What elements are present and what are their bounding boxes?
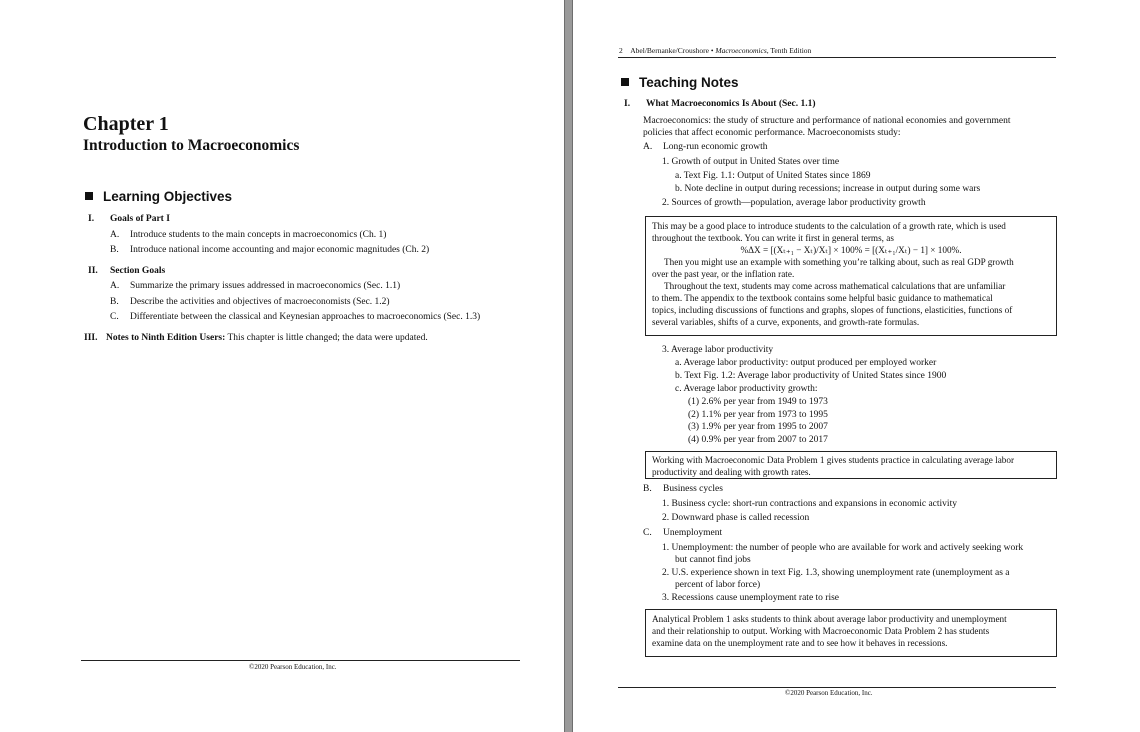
list-item: 3. Average labor productivity bbox=[662, 345, 774, 355]
footer-copyright: ©2020 Pearson Education, Inc. bbox=[785, 689, 873, 697]
box-text: Then you might use an example with something you’re talking about, such as real GDP growth bbox=[664, 257, 1014, 267]
list-item: 2. Downward phase is called recession bbox=[662, 513, 810, 523]
box-text: productivity and dealing with growth rates. bbox=[652, 467, 811, 477]
running-header: 2 Abel/Bernanke/Croushore • Macroeconomics, Tenth Edition bbox=[619, 46, 812, 55]
bullet-square-icon bbox=[85, 192, 93, 200]
list-item: 1. Growth of output in United States over time bbox=[662, 157, 840, 167]
page-right bbox=[573, 0, 1140, 732]
box-text: several variables, shifts of a curve, exponents, and growth-rate formulas. bbox=[652, 317, 920, 327]
page-left bbox=[0, 0, 564, 732]
list-item: a. Average labor productivity: output produced per employed worker bbox=[675, 358, 937, 368]
objective-item: B. Describe the activities and objectives of macroeconomists (Sec. 1.2) bbox=[110, 297, 390, 307]
learning-objectives-heading: Learning Objectives bbox=[85, 189, 232, 204]
list-item: (3) 1.9% per year from 1995 to 2007 bbox=[688, 422, 828, 432]
box-text: Analytical Problem 1 asks students to think about average labor productivity and unemployment bbox=[652, 614, 1007, 624]
box-text: This may be a good place to introduce students to the calculation of a growth rate, which is used bbox=[652, 221, 1006, 231]
list-item: (4) 0.9% per year from 2007 to 2017 bbox=[688, 435, 828, 445]
list-item: 1. Unemployment: the number of people who are available for work and actively seeking work bbox=[662, 543, 1024, 553]
teaching-notes-heading: Teaching Notes bbox=[621, 75, 739, 90]
growth-rate-formula: %ΔX = [(Xₜ₊₁ − Xₜ)/Xₜ] × 100% = [(Xₜ₊₁/Xₜ) − 1] × 100%. bbox=[740, 245, 962, 255]
box-text: throughout the textbook. You can write it first in general terms, as bbox=[652, 233, 894, 243]
list-item: b. Text Fig. 1.2: Average labor productivity of United States since 1900 bbox=[675, 371, 947, 381]
list-item: c. Average labor productivity growth: bbox=[675, 384, 818, 394]
footer-copyright: ©2020 Pearson Education, Inc. bbox=[249, 663, 337, 671]
subsection-c: C. Unemployment bbox=[643, 528, 723, 538]
list-item: percent of labor force) bbox=[675, 580, 761, 590]
subsection-a: A. Long-run economic growth bbox=[643, 142, 768, 152]
list-item: (2) 1.1% per year from 1973 to 1995 bbox=[688, 410, 828, 420]
list-item: 2. U.S. experience shown in text Fig. 1.3, showing unemployment rate (unemployment as a bbox=[662, 568, 1010, 578]
box-text: over the past year, or the inflation rate. bbox=[652, 269, 795, 279]
list-item: b. Note decline in output during recessions; increase in output during some wars bbox=[675, 184, 981, 194]
box-text: and their relationship to output. Working with Macroeconomic Data Problem 2 has students bbox=[652, 626, 990, 636]
objective-iii: III. Notes to Ninth Edition Users: This chapter is little changed; the data were updated. bbox=[84, 333, 428, 343]
box-text: topics, including discussions of functions and graphs, slopes of functions, elasticities, functions of bbox=[652, 305, 1013, 315]
header-rule bbox=[618, 57, 1056, 58]
chapter-number: Chapter 1 bbox=[83, 113, 169, 135]
box-text: Working with Macroeconomic Data Problem 1 gives students practice in calculating average labor bbox=[652, 455, 1015, 465]
box-text: to them. The appendix to the textbook contains some helpful basic guidance to mathematical bbox=[652, 293, 993, 303]
list-item: 2. Sources of growth—population, average labor productivity growth bbox=[662, 198, 926, 208]
objective-item: C. Differentiate between the classical and Keynesian approaches to macroeconomics (Sec. 1.3) bbox=[110, 312, 481, 322]
objective-ii-heading: II. Section Goals bbox=[88, 266, 166, 276]
list-item: (1) 2.6% per year from 1949 to 1973 bbox=[688, 397, 828, 407]
subsection-b: B. Business cycles bbox=[643, 484, 723, 494]
chapter-title: Introduction to Macroeconomics bbox=[83, 137, 300, 154]
list-item: 1. Business cycle: short-run contractions and expansions in economic activity bbox=[662, 499, 957, 509]
footer-rule bbox=[81, 660, 520, 661]
objective-item: A. Introduce students to the main concepts in macroeconomics (Ch. 1) bbox=[110, 230, 387, 240]
intro-line: policies that affect economic performance. Macroeconomists study: bbox=[643, 128, 901, 138]
box-text: examine data on the unemployment rate and to see how it behaves in recessions. bbox=[652, 638, 948, 648]
section-i-heading: I. What Macroeconomics Is About (Sec. 1.1) bbox=[624, 99, 816, 109]
objective-item: B. Introduce national income accounting and major economic magnitudes (Ch. 2) bbox=[110, 245, 430, 255]
teaching-tip-box-unemployment bbox=[645, 609, 1057, 657]
list-item: but cannot find jobs bbox=[675, 555, 751, 565]
objective-item: A. Summarize the primary issues addressed in macroeconomics (Sec. 1.1) bbox=[110, 281, 401, 291]
teaching-tip-box-growth-rate bbox=[645, 216, 1057, 336]
intro-line: Macroeconomics: the study of structure and performance of national economies and government bbox=[643, 116, 1011, 126]
footer-rule bbox=[618, 687, 1056, 688]
page-separator bbox=[564, 0, 573, 732]
teaching-tip-box-productivity bbox=[645, 451, 1057, 479]
box-text: Throughout the text, students may come across mathematical calculations that are unfamiliar bbox=[664, 281, 1006, 291]
bullet-square-icon bbox=[621, 78, 629, 86]
page-number: 2 bbox=[619, 46, 623, 55]
list-item: 3. Recessions cause unemployment rate to rise bbox=[662, 593, 840, 603]
list-item: a. Text Fig. 1.1: Output of United States since 1869 bbox=[675, 171, 871, 181]
objective-i-heading: I. Goals of Part I bbox=[88, 214, 170, 224]
